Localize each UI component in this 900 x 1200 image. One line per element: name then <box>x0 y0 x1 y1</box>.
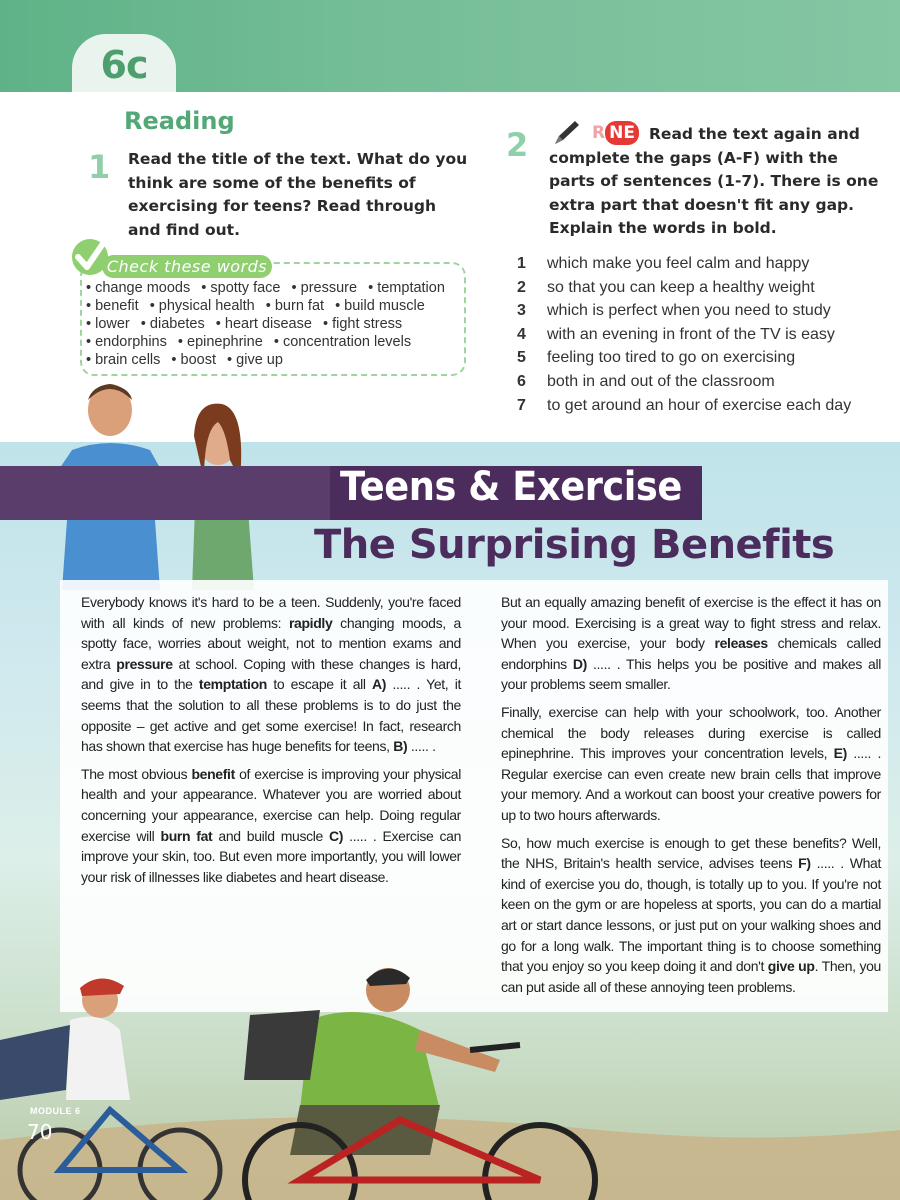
sentence-part-text: with an evening in front of the TV is easy <box>547 325 835 343</box>
check-word: • temptation <box>368 280 445 296</box>
sentence-part <box>517 346 897 370</box>
bold-term: burn fat <box>160 827 213 844</box>
bold-term: temptation <box>198 676 267 693</box>
bold-term: A) <box>372 676 387 693</box>
bold-term: C) <box>329 827 344 844</box>
check-word: • benefit <box>86 298 139 314</box>
section-title: Reading <box>124 107 235 135</box>
module-label: MODULE 6 <box>30 1106 81 1116</box>
check-word: • heart disease <box>216 316 312 332</box>
sentence-part-text: both in and out of the classroom <box>547 372 775 390</box>
article-paragraph-3: But an equally amazing benefit of exercise is the effect it has on your mood. Exercising is a great way to fight stress and relax. When you exercise, your body releases chemicals called endorphins D) ..... . This helps you be positive and makes all your problems seem smaller. <box>501 594 881 693</box>
check-word: • physical health <box>150 298 255 314</box>
article-paragraph-2: The most obvious benefit of exercise is improving your physical health and your appearance. Whatever you are worried about concerning your appearance, exercise can help. Doing regular exercise will burn fat and build muscle C) ..... . Exercise can improve your skin, too. But even more importantly, you will lower your risk of illnesses like diabetes and heart disease. <box>81 765 462 885</box>
bold-term: pressure <box>116 655 173 672</box>
check-word: • change moods <box>86 280 190 296</box>
bold-term: rapidly <box>288 614 333 631</box>
sentence-parts-list <box>517 252 897 417</box>
sentence-part-text: so that you can keep a healthy weight <box>547 278 815 296</box>
check-word: • fight stress <box>323 316 402 332</box>
article-column-left <box>81 592 461 894</box>
check-word: • pressure <box>292 280 358 296</box>
bold-term: E) <box>833 745 847 762</box>
bold-term: B) <box>393 738 408 755</box>
sentence-part-number: 4 <box>517 325 526 343</box>
sentence-part-text: which make you feel calm and happy <box>547 255 810 272</box>
exercise-1-instruction: Read the title of the text. What do you think are some of the benefits of exercising for teens? Read through and find out. <box>128 150 468 239</box>
sentence-part-text: which is perfect when you need to study <box>547 302 831 320</box>
unit-label: 6c <box>100 43 148 87</box>
rne-badge-r: R <box>592 123 606 143</box>
article-title-line-1: Teens & Exercise <box>340 464 682 510</box>
sentence-part-number: 2 <box>517 278 526 296</box>
exercise-1-number: 1 <box>88 148 111 186</box>
sentence-part <box>517 323 897 347</box>
exercise-2-number: 2 <box>506 126 529 164</box>
bold-term: D) <box>572 655 587 672</box>
page-number: 70 <box>27 1120 53 1144</box>
check-word: • burn fat <box>266 298 324 314</box>
exercise-2-instruction: Read the text again and complete the gaps (A-F) with the parts of sentences (1-7). There is one extra part that doesn't fit any gap. Explain the words in bold. <box>549 125 879 237</box>
rne-badge-ne: NE <box>605 121 639 145</box>
sentence-part <box>517 276 897 300</box>
sentence-part <box>517 252 897 276</box>
check-word: • epinephrine <box>178 334 263 350</box>
check-word: • boost <box>171 352 216 368</box>
check-word: • endorphins <box>86 334 167 350</box>
article-paragraph-4: Finally, exercise can help with your schoolwork, too. Another chemical the body releases during exercise is called epinephrine. This improves your concentration levels, E) ..... . Regular exercise can even create new brain cells that improve your memory. And a workout can boost your creative powers for up to two hours afterwards. <box>501 703 881 823</box>
check-word: • build muscle <box>335 298 425 314</box>
check-word: • lower <box>86 316 130 332</box>
check-word: • concentration levels <box>274 334 411 350</box>
sentence-part-number: 5 <box>517 349 526 367</box>
bold-term: give up <box>767 958 815 975</box>
article-paragraph-5: So, how much exercise is enough to get these benefits? Well, the NHS, Britain's health service, advises teens F) ..... . What kind of exercise you do, though, is totally up to you. If you're not keen on the gym or are hopeless at sports, you can do a martial art or start dance lessons, or just put on your walking shoes and go for a long walk. The important thing is to choose something that you enjoy so you keep doing it and don't give up. Then, you can put aside all of these annoying teen problems. <box>501 834 881 995</box>
sentence-part <box>517 299 897 323</box>
sentence-part-text: to get around an hour of exercise each day <box>547 396 852 414</box>
sentence-part-number: 6 <box>517 372 526 390</box>
bold-term: benefit <box>191 765 235 782</box>
check-word: • give up <box>227 352 283 368</box>
sentence-part-number: 1 <box>517 255 526 272</box>
unit-tab <box>72 34 176 96</box>
check-word: • brain cells <box>86 352 160 368</box>
sentence-part-number: 3 <box>517 302 526 320</box>
sentence-part-number: 7 <box>517 396 526 414</box>
article-paragraph-1: Everybody knows it's hard to be a teen. Suddenly, you're faced with all kinds of new problems: rapidly changing moods, a spotty face, worries about weight, not to mention exams and extra pressure at school. Coping with these changes is hard, and give in to the temptation to escape it all A) ..... . Yet, it seems that the solution to all these problems is to do just the opposite – get active and get some exercise! In fact, research has shown that exercise has huge benefits for teens, B) ..... . <box>81 594 462 755</box>
sentence-part <box>517 370 897 394</box>
sentence-part <box>517 394 897 418</box>
cyclists-image <box>0 940 900 1200</box>
check-word: • spotty face <box>201 280 280 296</box>
check-words-label: Check these words <box>102 255 272 278</box>
article-title-line-2: The Surprising Benefits <box>314 522 835 568</box>
check-words-list <box>86 279 466 369</box>
bold-term: releases <box>714 635 768 652</box>
check-word: • diabetes <box>141 316 205 332</box>
bold-term: F) <box>798 855 811 872</box>
sentence-part-text: feeling too tired to go on exercising <box>547 349 796 367</box>
